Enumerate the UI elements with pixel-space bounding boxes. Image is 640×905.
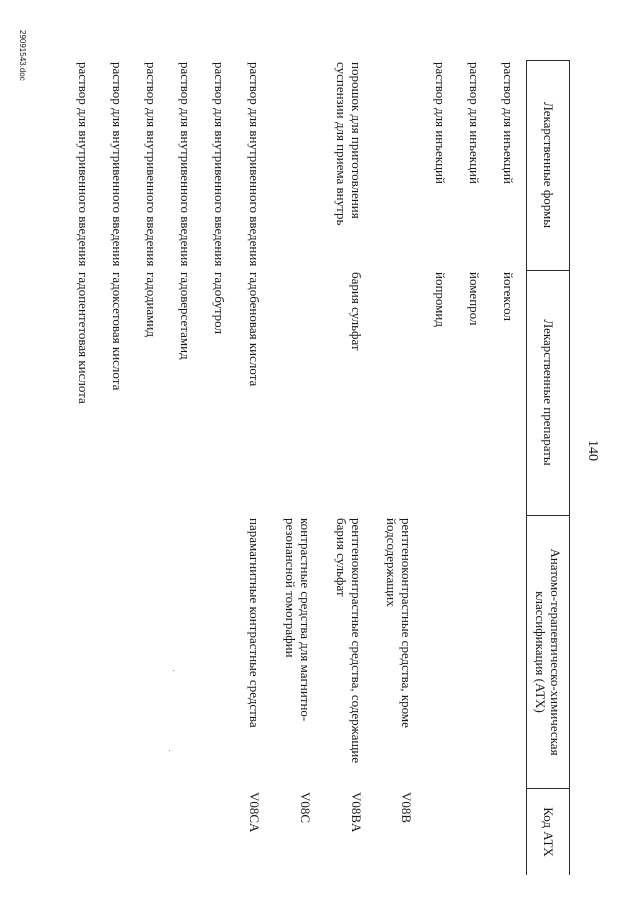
cell-drug: гадодиамид	[144, 272, 159, 337]
col-divider-1	[527, 270, 570, 271]
cell-drug: гадоверсетамид	[178, 272, 193, 360]
cell-atc: рентгеноконтрастные средства, кроме йодсодержащих	[384, 518, 414, 728]
cell-form: раствор для внутривенного введения	[247, 62, 262, 267]
cell-form: раствор для инъекций	[501, 62, 516, 184]
cell-drug: йопромид	[433, 272, 448, 327]
scan-speck	[173, 670, 174, 671]
cell-drug: гадоксетовая кислота	[110, 272, 125, 391]
scan-speck	[169, 750, 170, 751]
footer-filename: 29091543.doc	[18, 30, 27, 81]
cell-drug: гадобеновая кислота	[247, 272, 262, 387]
table-top-border	[569, 60, 570, 875]
col-divider-3	[527, 788, 570, 789]
cell-form: раствор для внутривенного введения	[178, 62, 193, 267]
header-atc: Анатомо-терапевтическо-химическая классификация (АТХ)	[533, 548, 563, 756]
rotated-page	[18, 30, 600, 875]
cell-drug: бария сульфат	[349, 272, 364, 351]
cell-form: раствор для инъекций	[433, 62, 448, 184]
cell-form: раствор для внутривенного введения	[76, 62, 91, 267]
cell-form: раствор для внутривенного введения	[212, 62, 227, 267]
cell-atc: контрастные средства для магнитно-резонансной томографии	[283, 518, 313, 722]
cell-form: раствор для внутривенного введения	[110, 62, 125, 267]
cell-atc: парамагнитные контрастные средства	[247, 518, 262, 728]
cell-drug: гадобутрол	[212, 272, 227, 334]
cell-form: раствор для инъекций	[467, 62, 482, 184]
cell-drug: гадопентетовая кислота	[76, 272, 91, 404]
cell-code: V08B	[399, 792, 414, 824]
cell-code: V08BA	[349, 792, 364, 833]
cell-drug: йомепрол	[467, 272, 482, 326]
cell-atc: рентгеноконтрастные средства, содержащие бария сульфат	[334, 518, 364, 764]
page-number: 140	[585, 440, 600, 461]
header-forms: Лекарственные формы	[541, 101, 556, 229]
cell-form: раствор для внутривенного введения	[144, 62, 159, 267]
cell-form: порошок для приготовления суспензии для приема внутрь	[334, 62, 364, 226]
col-divider-2	[527, 515, 570, 516]
header-bottom-border	[526, 60, 527, 875]
header-drugs: Лекарственные препараты	[541, 319, 556, 466]
header-code: Код АТХ	[541, 807, 556, 857]
cell-code: V08C	[298, 792, 313, 824]
cell-drug: йогексол	[501, 272, 516, 321]
cell-code: V08CA	[247, 792, 262, 833]
left-border	[527, 60, 570, 61]
